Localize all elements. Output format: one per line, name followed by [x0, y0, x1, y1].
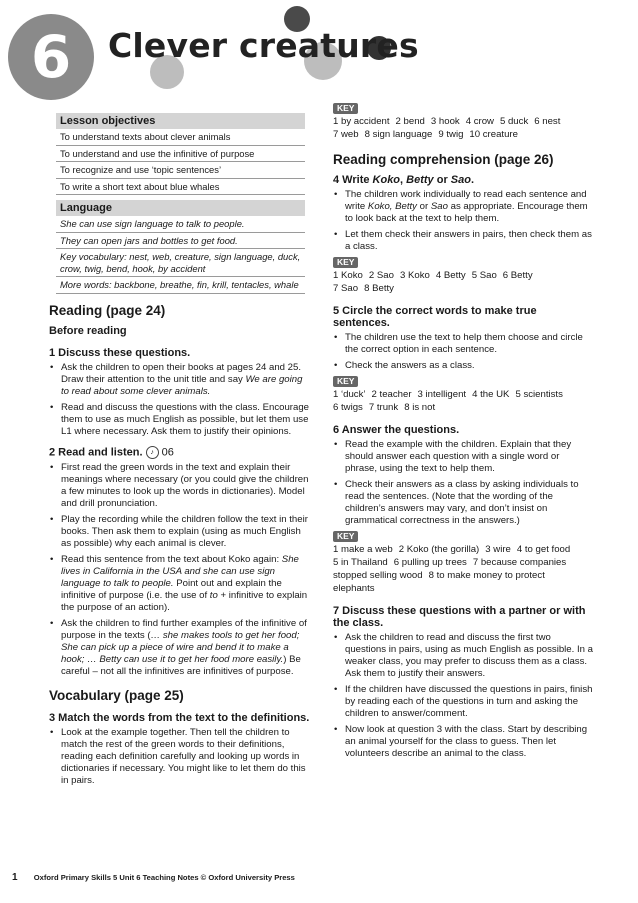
- page-footer: [12, 872, 295, 883]
- exercise-4-list: [333, 189, 594, 253]
- right-column: [333, 103, 594, 764]
- list-item: • The children work individually to read each sentence and write Koko, Betty or Sao as appropriate. Encourage them to look back at the text to help them.: [333, 189, 594, 225]
- unit-number: 6: [30, 23, 72, 91]
- list-item: • Read the example with the children. Explain that they should answer each question with a single word or phrase, using the text to help them.: [333, 439, 594, 475]
- key-answers-3: 1 ‘duck’ 2 teacher 3 intelligent 4 the UK 5 scientists 6 twigs 7 trunk 8 is not: [333, 389, 563, 413]
- list-item: • Play the recording while the children follow the text in their books. Then ask them to explain (using as much English as possible) why each animal is clever.: [49, 514, 311, 550]
- list-item: • Now look at question 3 with the class. Start by describing an animal yourself for the class to guess. Then let volunteers describe an animal to the class.: [333, 724, 594, 760]
- exercise-2-list: [49, 462, 311, 678]
- left-column: [49, 305, 311, 791]
- language-heading: Language: [56, 200, 305, 216]
- exercise-7-title: 7 Discuss these questions with a partner or with the class.: [333, 605, 586, 629]
- objective-item: To understand texts about clever animals: [56, 129, 305, 146]
- objective-item: To understand and use the infinitive of purpose: [56, 146, 305, 163]
- language-item: Key vocabulary: nest, web, creature, sign language, duck, crow, twig, bend, hook, by accident: [56, 249, 305, 277]
- page-title: Clever creatures: [108, 26, 419, 65]
- language-item: They can open jars and bottles to get food.: [56, 233, 305, 250]
- audio-track: 06: [161, 446, 174, 459]
- key-badge: KEY: [333, 376, 358, 387]
- list-item: • Ask the children to find further examples of the infinitive of purpose in the texts (… she makes tools to get her food; She can pick up a piece of wire and bend it to make a hook; … Betty can use it to get her food more easily.) Be careful – not all the infinitives are infinitives of purpose.: [49, 618, 311, 678]
- objective-item: To recognize and use ‘topic sentences’: [56, 162, 305, 179]
- exercise-5-list: [333, 332, 594, 372]
- exercise-3-title: 3 Match the words from the text to the definitions.: [49, 712, 310, 724]
- lesson-objectives-box: [56, 113, 305, 195]
- list-item: • Let them check their answers in pairs, then check them as a class.: [333, 229, 594, 253]
- exercise-1-title: 1 Discuss these questions.: [49, 347, 191, 359]
- audio-icon[interactable]: ♪: [146, 446, 159, 459]
- list-item: • The children use the text to help them choose and circle the correct option in each sentence.: [333, 332, 594, 356]
- exercise-5-title: 5 Circle the correct words to make true sentences.: [333, 305, 537, 329]
- list-item: • Read and discuss the questions with the class. Encourage them to use as much English as possible, but let them use L1 where necessary. Ask them to justify their opinions.: [49, 402, 311, 438]
- before-reading-heading: Before reading: [49, 325, 127, 337]
- exercise-7-list: [333, 632, 594, 760]
- list-item: • Ask the children to read and discuss the first two questions in pairs, using as much English as possible. In a weaker class, you may prefer to discuss them as a class. Ask them to justify their answers.: [333, 632, 594, 680]
- exercise-2-title: 2 Read and listen. ♪ 06: [49, 446, 174, 459]
- exercise-3-list: [49, 727, 311, 787]
- list-item: • Check the answers as a class.: [333, 360, 594, 372]
- list-item: • Look at the example together. Then tell the children to match the rest of the green words to their definitions, reading each definition carefully and looking up words in dictionaries if necessary. You might like to let them do this in pairs.: [49, 727, 311, 787]
- language-box: [56, 200, 305, 294]
- key-answers-4: 1 make a web 2 Koko (the gorilla) 3 wire 4 to get food 5 in Thailand 6 pulling up trees 7 because companies stopped selling wood 8 to make money to protect elephants: [333, 544, 571, 594]
- objective-item: To write a short text about blue whales: [56, 179, 305, 196]
- list-item: • Ask the children to open their books at pages 24 and 25. Draw their attention to the unit title and say We are going to read about some clever animals.: [49, 362, 311, 398]
- list-item: • First read the green words in the text and explain their meanings where necessary (or you could give the children a few minutes to look up the words in dictionaries). Model and drill pronunciation.: [49, 462, 311, 510]
- key-badge: KEY: [333, 257, 358, 268]
- language-item: She can use sign language to talk to people.: [56, 216, 305, 233]
- exercise-4-title: 4 Write Koko, Betty or Sao.: [333, 174, 475, 186]
- list-item: • Read this sentence from the text about Koko again: She lives in California in the USA and she can use sign language to talk to people. Point out and explain the infinitive of purpose (i.e. the use of to + infinitive to explain the purpose of an action).: [49, 554, 311, 614]
- list-item: • Check their answers as a class by asking individuals to read the sentences. (Note that the wording of the children’s answers may vary, and don’t insist on grammatical correctness in the answers.): [333, 479, 594, 527]
- page-number: 1: [12, 872, 18, 883]
- key-answers-1: 1 by accident 2 bend 3 hook 4 crow 5 duck 6 nest 7 web 8 sign language 9 twig 10 creature: [333, 116, 561, 140]
- key-badge: KEY: [333, 531, 358, 542]
- key-badge: KEY: [333, 103, 358, 114]
- reading-comprehension-title: Reading comprehension (page 26): [333, 152, 554, 167]
- language-item: More words: backbone, breathe, fin, krill, tentacles, whale: [56, 277, 305, 294]
- footer-text: Oxford Primary Skills 5 Unit 6 Teaching Notes © Oxford University Press: [33, 873, 295, 882]
- exercise-1-list: [49, 362, 311, 438]
- exercise-6-title: 6 Answer the questions.: [333, 424, 460, 436]
- lesson-objectives-heading: Lesson objectives: [56, 113, 305, 129]
- exercise-6-list: [333, 439, 594, 527]
- reading-title: Reading (page 24): [49, 303, 166, 318]
- list-item: • If the children have discussed the questions in pairs, finish by reading each of the questions in turn and asking the children to answer/comment.: [333, 684, 594, 720]
- vocabulary-title: Vocabulary (page 25): [49, 688, 184, 703]
- key-answers-2: 1 Koko 2 Sao 3 Koko 4 Betty 5 Sao 6 Betty 7 Sao 8 Betty: [333, 270, 533, 294]
